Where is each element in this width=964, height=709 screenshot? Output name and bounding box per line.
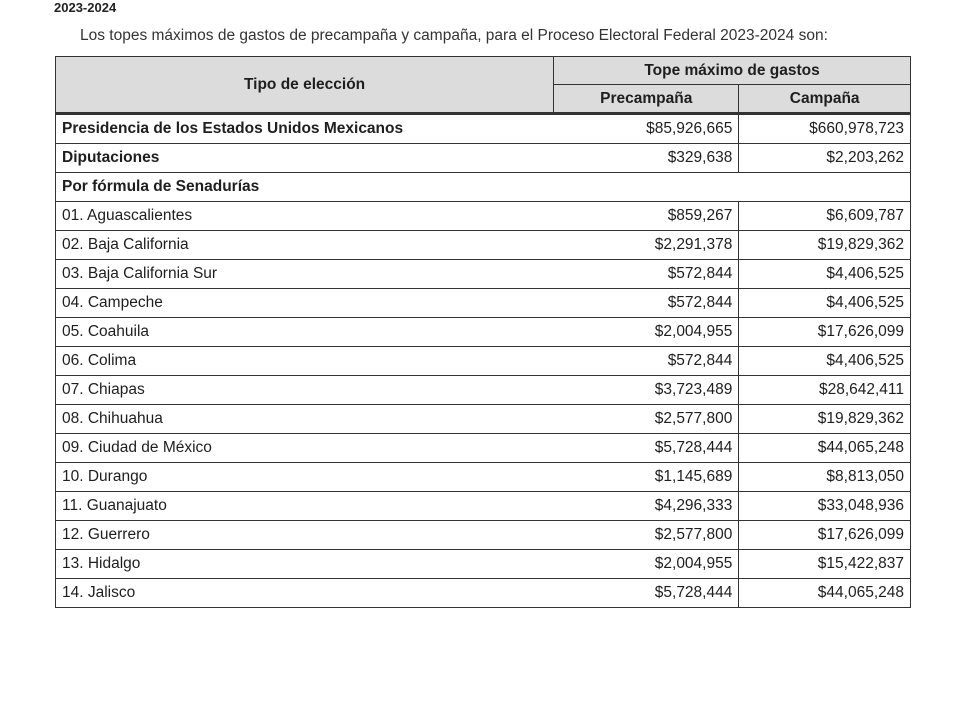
table-row-state [56, 550, 911, 579]
header-campana: Campaña [739, 85, 911, 114]
header-tope-maximo: Tope máximo de gastos [554, 57, 911, 85]
table-row-state [56, 521, 911, 550]
row-label: Diputaciones [56, 144, 554, 173]
state-name: 02. Baja California [56, 231, 554, 260]
campana-value: $17,626,099 [739, 521, 911, 550]
table-row-state [56, 434, 911, 463]
document-year-title: 2023-2024 [54, 0, 117, 15]
precampana-value: $2,004,955 [554, 550, 739, 579]
state-name: 11. Guanajuato [56, 492, 554, 521]
state-name: 12. Guerrero [56, 521, 554, 550]
precampana-value: $5,728,444 [554, 579, 739, 608]
state-name: 07. Chiapas [56, 376, 554, 405]
table-row-diputaciones [56, 144, 911, 173]
state-name: 08. Chihuahua [56, 405, 554, 434]
header-tipo-eleccion: Tipo de elección [56, 57, 554, 114]
campana-value: $660,978,723 [739, 114, 911, 144]
state-name: 06. Colima [56, 347, 554, 376]
state-name: 10. Durango [56, 463, 554, 492]
campana-value: $4,406,525 [739, 347, 911, 376]
precampana-value: $5,728,444 [554, 434, 739, 463]
state-name: 09. Ciudad de México [56, 434, 554, 463]
campana-value: $19,829,362 [739, 405, 911, 434]
row-label: Presidencia de los Estados Unidos Mexicanos [56, 114, 554, 144]
table-row-state [56, 376, 911, 405]
precampana-value: $2,577,800 [554, 405, 739, 434]
table-row-state [56, 318, 911, 347]
campana-value: $44,065,248 [739, 579, 911, 608]
table-row-state [56, 579, 911, 608]
state-name: 13. Hidalgo [56, 550, 554, 579]
table-row-state [56, 405, 911, 434]
precampana-value: $2,291,378 [554, 231, 739, 260]
campana-value: $15,422,837 [739, 550, 911, 579]
precampana-value: $2,004,955 [554, 318, 739, 347]
precampana-value: $859,267 [554, 202, 739, 231]
state-name: 14. Jalisco [56, 579, 554, 608]
table-row-state [56, 260, 911, 289]
table-row-senadurias-heading [56, 173, 911, 202]
table-row-state [56, 289, 911, 318]
campana-value: $19,829,362 [739, 231, 911, 260]
table-row-state [56, 492, 911, 521]
campana-value: $8,813,050 [739, 463, 911, 492]
state-name: 03. Baja California Sur [56, 260, 554, 289]
table-row-state [56, 231, 911, 260]
table-row-state [56, 463, 911, 492]
campana-value: $4,406,525 [739, 289, 911, 318]
precampana-value: $3,723,489 [554, 376, 739, 405]
header-precampana: Precampaña [554, 85, 739, 114]
table-body [56, 114, 911, 608]
precampana-value: $572,844 [554, 260, 739, 289]
campaign-spending-limits-table [55, 56, 911, 608]
intro-paragraph: Los topes máximos de gastos de precampaña y campaña, para el Proceso Electoral Federal 2023-2024 son: [80, 27, 828, 44]
campana-value: $33,048,936 [739, 492, 911, 521]
state-name: 05. Coahuila [56, 318, 554, 347]
campana-value: $28,642,411 [739, 376, 911, 405]
state-name: 01. Aguascalientes [56, 202, 554, 231]
precampana-value: $1,145,689 [554, 463, 739, 492]
precampana-value: $2,577,800 [554, 521, 739, 550]
campana-value: $44,065,248 [739, 434, 911, 463]
precampana-value: $85,926,665 [554, 114, 739, 144]
precampana-value: $572,844 [554, 289, 739, 318]
table-row-state [56, 202, 911, 231]
state-name: 04. Campeche [56, 289, 554, 318]
precampana-value: $329,638 [554, 144, 739, 173]
row-label: Por fórmula de Senadurías [56, 173, 911, 202]
campana-value: $2,203,262 [739, 144, 911, 173]
campana-value: $4,406,525 [739, 260, 911, 289]
campana-value: $6,609,787 [739, 202, 911, 231]
table-row-presidencia [56, 114, 911, 144]
precampana-value: $572,844 [554, 347, 739, 376]
precampana-value: $4,296,333 [554, 492, 739, 521]
campana-value: $17,626,099 [739, 318, 911, 347]
table-row-state [56, 347, 911, 376]
